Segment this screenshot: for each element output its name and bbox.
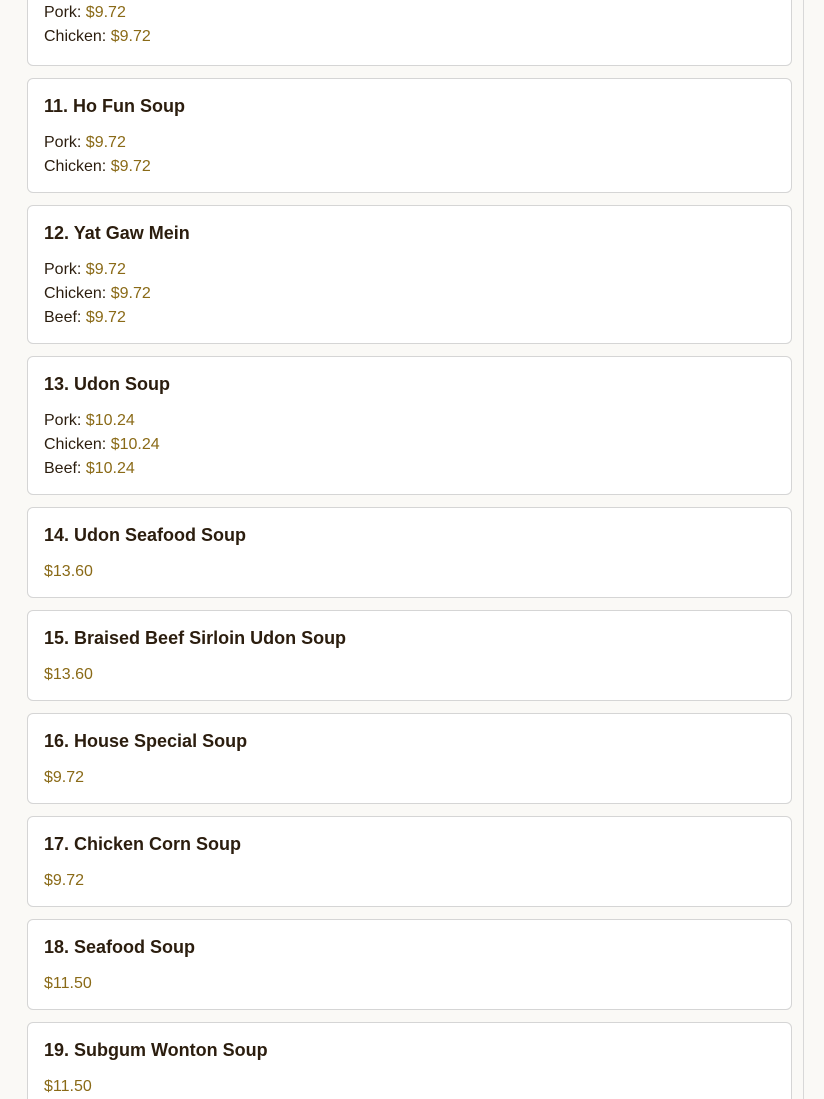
option-price: $10.24 (110, 436, 160, 453)
menu-item-card[interactable] (27, 205, 792, 344)
menu-item-card[interactable] (27, 78, 792, 193)
option-label: Pork: (44, 134, 86, 151)
menu-item-card[interactable] (27, 1022, 792, 1099)
option-label: Chicken: (44, 436, 111, 453)
option-price: $9.72 (110, 285, 151, 302)
menu-item-card[interactable] (27, 610, 792, 701)
menu-item-title: 16. House Special Soup (44, 731, 248, 751)
option-price: $9.72 (110, 158, 151, 175)
menu-item-card[interactable] (27, 356, 792, 495)
option-label: Beef: (44, 309, 86, 326)
option-price: $9.72 (110, 28, 151, 45)
price-option (44, 282, 151, 306)
price-option (44, 131, 151, 155)
option-label: Chicken: (44, 158, 111, 175)
menu-item-card[interactable] (27, 816, 792, 907)
menu-item-price: $11.50 (44, 1078, 92, 1095)
menu-item-price: $11.50 (44, 975, 92, 992)
menu-item-card[interactable] (27, 713, 792, 804)
menu-item-card[interactable] (27, 507, 792, 598)
price-options (44, 1, 151, 49)
price-options (44, 409, 160, 481)
price-option (44, 306, 151, 330)
price-options (44, 258, 151, 330)
price-option (44, 155, 151, 179)
option-price: $9.72 (85, 261, 126, 278)
menu-item-title: 13. Udon Soup (44, 374, 170, 394)
price-option (44, 409, 160, 433)
menu-item-price: $9.72 (44, 769, 85, 786)
menu-item-title: 19. Subgum Wonton Soup (44, 1040, 268, 1060)
option-label: Pork: (44, 4, 86, 21)
menu-item-title: 15. Braised Beef Sirloin Udon Soup (44, 628, 347, 648)
menu-item-price: $13.60 (44, 563, 93, 580)
option-label: Pork: (44, 412, 86, 429)
option-price: $9.72 (85, 309, 126, 326)
option-price: $9.72 (85, 134, 126, 151)
menu-item-title: 17. Chicken Corn Soup (44, 834, 242, 854)
price-options (44, 131, 151, 179)
option-label: Beef: (44, 460, 86, 477)
price-option (44, 25, 151, 49)
price-option (44, 457, 160, 481)
menu-item-card[interactable] (27, 0, 792, 66)
option-label: Pork: (44, 261, 86, 278)
option-price: $10.24 (85, 460, 135, 477)
menu-item-price: $9.72 (44, 872, 85, 889)
option-label: Chicken: (44, 28, 111, 45)
option-label: Chicken: (44, 285, 111, 302)
option-price: $9.72 (85, 4, 126, 21)
price-option (44, 433, 160, 457)
menu-item-title: 12. Yat Gaw Mein (44, 223, 190, 243)
option-price: $10.24 (85, 412, 135, 429)
menu-item-title: 18. Seafood Soup (44, 937, 196, 957)
menu-item-price: $13.60 (44, 666, 93, 683)
price-option (44, 258, 151, 282)
menu-item-card[interactable] (27, 919, 792, 1010)
menu-item-title: 14. Udon Seafood Soup (44, 525, 247, 545)
price-option (44, 1, 151, 25)
menu-item-title: 11. Ho Fun Soup (44, 96, 186, 116)
